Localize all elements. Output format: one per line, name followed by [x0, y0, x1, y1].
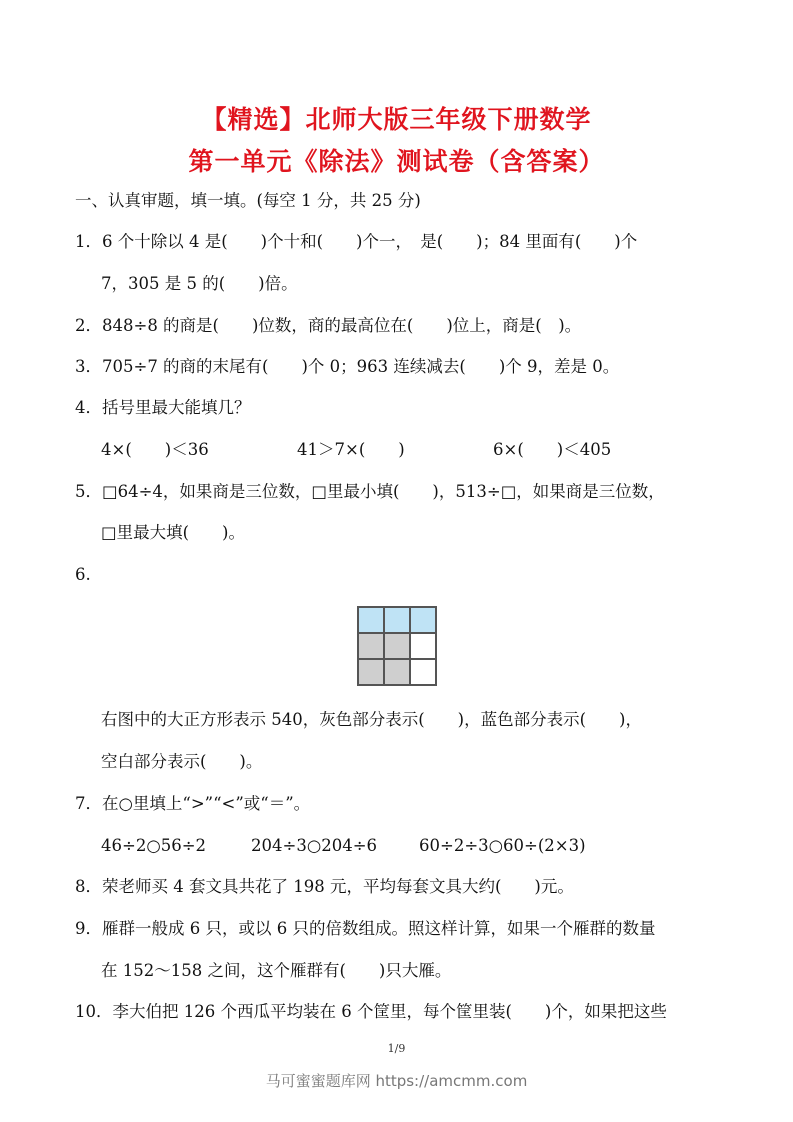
title-line-1: 【精选】北师大版三年级下册数学: [201, 105, 592, 134]
question-5-line-2: □里最大填( )。: [101, 523, 245, 542]
question-4-expr-2: 41＞7×( ): [297, 440, 405, 459]
page-number: 1/9: [387, 1042, 406, 1055]
grid-cell: [410, 607, 436, 633]
question-1-line-1: 1．6 个十除以 4 是( )个十和( )个一， 是( )；84 里面有( )个: [75, 232, 638, 251]
fraction-grid-figure: [357, 606, 437, 686]
question-6-number: 6.: [75, 565, 91, 584]
grid-cell: [384, 659, 410, 685]
grid-cell: [358, 659, 384, 685]
grid-cell: [358, 633, 384, 659]
section-heading: 一、认真审题，填一填。(每空 1 分，共 25 分): [75, 191, 421, 210]
question-4-line-1: 4．括号里最大能填几？: [75, 398, 251, 417]
question-4-expr-3: 6×( )＜405: [493, 440, 612, 459]
question-6-line-2: 空白部分表示( )。: [101, 752, 263, 771]
question-9-line-1: 9．雁群一般成 6 只，或以 6 只的倍数组成。照这样计算，如果一个雁群的数量: [75, 919, 656, 938]
question-7-expr-3: 60÷2÷3○60÷(2×3): [419, 836, 586, 855]
footer-watermark: 马可蜜蜜题库网 https://amcmm.com: [265, 1072, 528, 1090]
grid-cell: [384, 607, 410, 633]
question-9-line-2: 在 152～158 之间，这个雁群有( )只大雁。: [101, 961, 452, 980]
question-2: 2．848÷8 的商是( )位数，商的最高位在( )位上，商是( )。: [75, 316, 582, 335]
question-7-expr-2: 204÷3○204÷6: [251, 836, 378, 855]
grid-cell: [410, 659, 436, 685]
question-4-expr-1: 4×( )＜36: [101, 440, 209, 459]
question-3: 3．705÷7 的商的末尾有( )个 0；963 连续减去( )个 9，差是 0。: [75, 357, 620, 376]
question-8: 8．荣老师买 4 套文具共花了 198 元，平均每套文具大约( )元。: [75, 877, 574, 896]
question-10: 10．李大伯把 126 个西瓜平均装在 6 个筐里，每个筐里装( )个，如果把这些: [75, 1002, 667, 1021]
question-6-line-1: 右图中的大正方形表示 540，灰色部分表示( )，蓝色部分表示( )，: [101, 710, 642, 729]
question-7-expr-1: 46÷2○56÷2: [101, 836, 207, 855]
question-5-line-1: 5．□64÷4，如果商是三位数，□里最小填( )，513÷□，如果商是三位数，: [75, 482, 665, 501]
question-1-line-2: 7，305 是 5 的( )倍。: [101, 274, 298, 293]
grid-cell: [410, 633, 436, 659]
title-line-2: 第一单元《除法》测试卷（含答案）: [188, 147, 605, 176]
grid-cell: [358, 607, 384, 633]
question-7-line-1: 7．在○里填上“>”“<”或“＝”。: [75, 794, 311, 813]
grid-cell: [384, 633, 410, 659]
